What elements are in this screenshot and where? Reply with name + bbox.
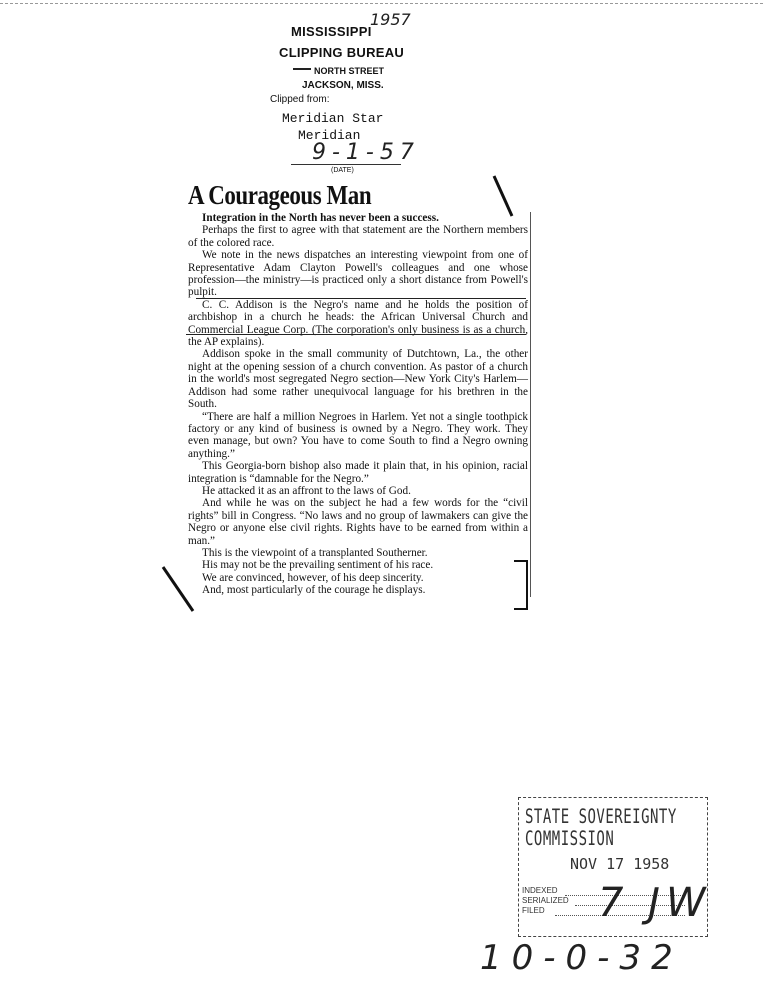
article-paragraph: C. C. Addison is the Negro's name and he holds the position of archbishop in a church he heads: the African Universal Church and Commercial League Corp. (The corporation's only business is as a church, the AP explains). (188, 298, 528, 349)
newspaper-city: Meridian (298, 128, 361, 143)
bureau-city: JACKSON, MISS. (302, 80, 384, 91)
stamp-label-indexed: INDEXED (522, 886, 558, 895)
article-paragraph: This Georgia-born bishop also made it plain that, in his opinion, racial integration is “damnable for the Negro.” (188, 460, 528, 485)
stamp-label-serialized: SERIALIZED (522, 896, 569, 905)
stamp-label-filed: FILED (522, 906, 545, 915)
handwritten-year: 1957 (370, 10, 411, 29)
top-dashed-border (0, 3, 763, 4)
street-strikeout (293, 68, 311, 70)
article-paragraph: He attacked it as an affront to the laws of God. (202, 484, 411, 497)
bureau-state: MISSISSIPPI (291, 24, 372, 39)
stamp-date: NOV 17 1958 (570, 855, 670, 873)
article-paragraph: And while he was on the subject he had a few words for the “civil rights” bill in Congress. “No laws and no group of lawmakers can give the Negro or anyone else civil rights. Rights have to be earned from within a man.” (188, 497, 528, 547)
underline-annotation (196, 298, 526, 299)
article-paragraph: Integration in the North has never been a success. (202, 212, 439, 224)
clipped-from-label: Clipped from: (270, 94, 330, 105)
article-paragraph: And, most particularly of the courage he displays. (202, 584, 426, 597)
article-paragraph: “There are half a million Negroes in Harlem. Yet not a single toothpick factory or any kind of business is owned by a Negro. They work. They even manage, but own? You have to come South to find a Negro owning anything.” (188, 410, 528, 460)
article-paragraph: Addison spoke in the small community of Dutchtown, La., the other night at the opening session of a church convention. As pastor of a church in the world's most segregated Negro section—New York City's Harlem—Addison had some rather unequivocal language for his brethren in the South. (188, 348, 528, 411)
stamp-initials: 7 JW (598, 880, 712, 926)
bureau-name: CLIPPING BUREAU (279, 45, 405, 60)
file-number: 10-0-32 (480, 938, 683, 978)
bureau-street: NORTH STREET (314, 66, 385, 76)
margin-mark-bottom (155, 565, 205, 617)
article-headline: A Courageous Man (188, 180, 372, 210)
newspaper-name: Meridian Star (282, 111, 384, 126)
date-rule (291, 164, 401, 165)
article-paragraph: This is the viewpoint of a transplanted Southerner. (202, 546, 428, 559)
date-label: (DATE) (331, 167, 354, 174)
handwritten-date: 9-1-57 (312, 140, 420, 165)
stamp-title: STATE SOVEREIGNTY COMMISSION (525, 806, 677, 851)
underline-annotation (186, 334, 526, 335)
article-paragraph: We are convinced, however, of his deep sincerity. (202, 571, 424, 584)
bracket-mark (514, 560, 528, 610)
article-paragraph: His may not be the prevailing sentiment of his race. (202, 559, 434, 572)
article-paragraph: Perhaps the first to agree with that statement are the Northern members of the colored race. (188, 224, 528, 249)
article-body (188, 212, 531, 597)
article-paragraph: We note in the news dispatches an interesting viewpoint from one of Representative Adam Clayton Powell's colleagues and one whose profession—the ministry—is practiced only a short distance from Powell's pulpit. (188, 249, 528, 299)
